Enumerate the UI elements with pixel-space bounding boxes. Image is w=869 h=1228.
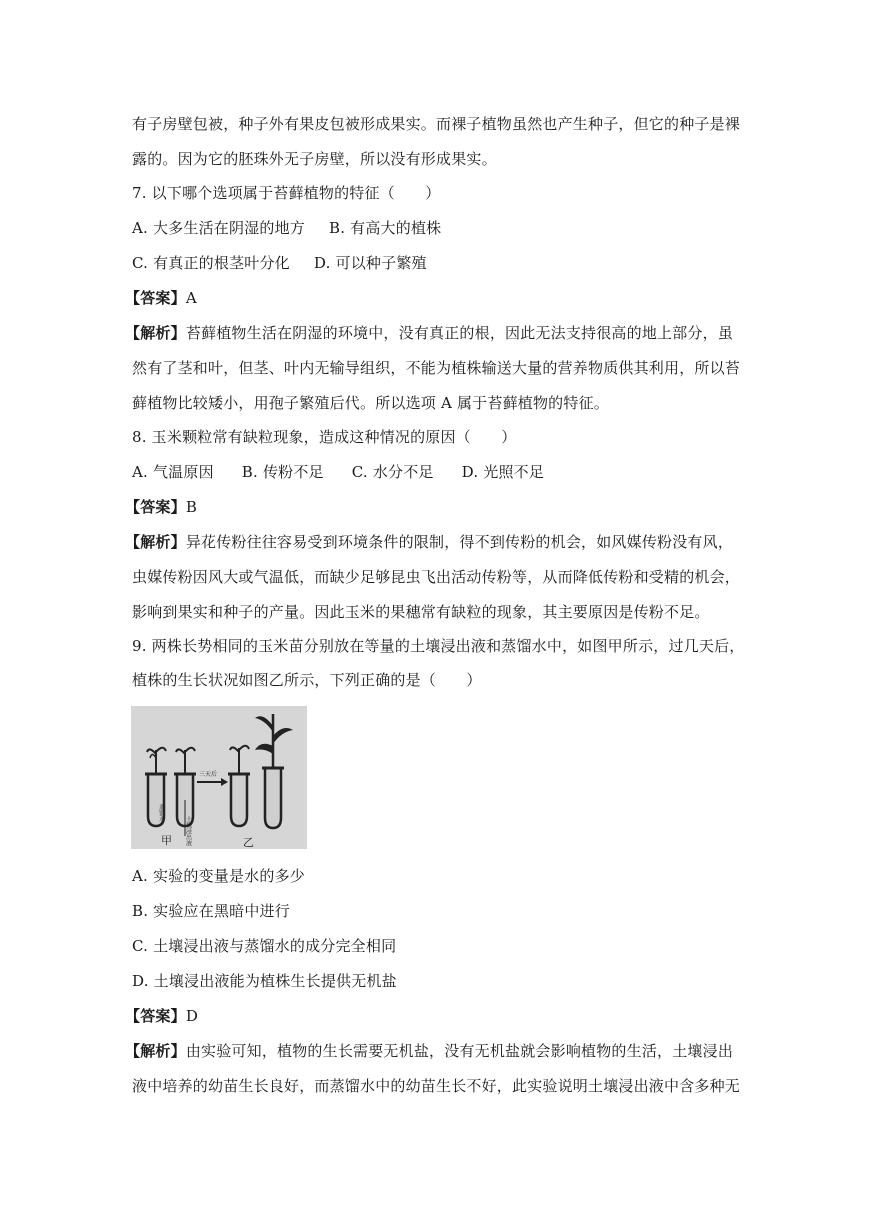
q8-answer-tag: 【答案】 xyxy=(125,498,186,516)
q7-question: 7. 以下哪个选项属于苔藓植物的特征（ ） xyxy=(132,184,441,202)
q7-options-row-1 xyxy=(132,218,441,238)
q8-option-a: A. 气温原因 xyxy=(132,463,214,481)
q7-options-row-2 xyxy=(132,253,427,273)
tube1-label: 蒸馏水 xyxy=(157,804,165,822)
q9-analysis-tag: 【解析】 xyxy=(125,1042,186,1060)
q8-options-row xyxy=(132,462,544,482)
q7-analysis-text-1: 苔藓植物生活在阴湿的环境中，没有真正的根，因此无法支持很高的地上部分，虽 xyxy=(185,324,734,342)
q8-analysis-line-2: 虫媒传粉因风大或气温低，而缺少足够昆虫飞出活动传粉等，从而降低传粉和受精的机会， xyxy=(132,568,741,586)
q7-analysis-line-1 xyxy=(125,323,733,343)
continuation-line-2: 露的。因为它的胚珠外无子房壁，所以没有形成果实。 xyxy=(132,150,497,168)
q9-answer xyxy=(125,1006,198,1026)
q9-option-d: D. 土壤浸出液能为植株生长提供无机盐 xyxy=(132,972,397,990)
q7-option-d: D. 可以种子繁殖 xyxy=(313,254,427,272)
q9-analysis-text-1: 由实验可知，植物的生长需要无机盐，没有无机盐就会影响植物的生活，土壤浸出 xyxy=(185,1042,734,1060)
q9-question-line-2: 植株的生长状况如图乙所示，下列正确的是（ ） xyxy=(132,671,482,689)
q8-option-d: D. 光照不足 xyxy=(461,463,545,481)
q9-option-a: A. 实验的变量是水的多少 xyxy=(132,867,305,885)
q8-option-b: B. 传粉不足 xyxy=(241,463,324,481)
q9-experiment-figure xyxy=(131,706,307,849)
q9-option-b: B. 实验应在黑暗中进行 xyxy=(132,902,290,920)
q8-analysis-tag: 【解析】 xyxy=(125,533,186,551)
figure-label-jia: 甲 xyxy=(161,834,172,847)
q8-analysis-line-1 xyxy=(125,532,733,552)
q8-option-c: C. 水分不足 xyxy=(351,463,434,481)
q9-answer-tag: 【答案】 xyxy=(125,1007,186,1025)
q8-question: 8. 玉米颗粒常有缺粒现象，造成这种情况的原因（ ） xyxy=(132,428,517,446)
q9-analysis-line-2: 液中培养的幼苗生长良好，而蒸馏水中的幼苗生长不好，此实验说明土壤浸出液中含多种无 xyxy=(132,1077,741,1095)
arrow-label: 三天后 xyxy=(199,771,218,778)
q7-analysis-tag: 【解析】 xyxy=(125,324,186,342)
q7-analysis-line-3: 藓植物比较矮小，用孢子繁殖后代。所以选项 A 属于苔藓植物的特征。 xyxy=(132,394,609,412)
tube2-label: 土壤浸出液 xyxy=(184,816,192,846)
q9-question-line-1: 9. 两株长势相同的玉米苗分别放在等量的土壤浸出液和蒸馏水中，如图甲所示，过几天后， xyxy=(132,637,745,655)
q8-answer-value: B xyxy=(185,498,198,516)
q8-answer xyxy=(125,497,197,517)
q8-analysis-line-3: 影响到果实和种子的产量。因此玉米的果穗常有缺粒的现象，其主要原因是传粉不足。 xyxy=(132,603,710,621)
q9-option-c: C. 土壤浸出液与蒸馏水的成分完全相同 xyxy=(132,937,397,955)
q7-option-b: B. 有高大的植株 xyxy=(328,219,442,237)
q9-answer-value: D xyxy=(185,1007,199,1025)
q7-option-a: A. 大多生活在阴湿的地方 xyxy=(132,219,305,237)
q8-analysis-text-1: 异花传粉往往容易受到环境条件的限制，得不到传粉的机会，如风媒传粉没有风， xyxy=(185,533,734,551)
q9-analysis-line-1 xyxy=(125,1041,733,1061)
figure-label-yi: 乙 xyxy=(243,836,254,849)
q7-answer-tag: 【答案】 xyxy=(125,289,186,307)
q7-analysis-line-2: 然有了茎和叶，但茎、叶内无输导组织，不能为植株输送大量的营养物质供其利用，所以苔 xyxy=(132,359,741,377)
continuation-line-1: 有子房壁包被，种子外有果皮包被形成果实。而裸子植物虽然也产生种子，但它的种子是裸 xyxy=(132,115,741,133)
q7-option-c: C. 有真正的根茎叶分化 xyxy=(132,254,290,272)
experiment-illustration xyxy=(131,706,307,849)
q7-answer xyxy=(125,288,197,308)
q7-answer-value: A xyxy=(185,289,197,307)
